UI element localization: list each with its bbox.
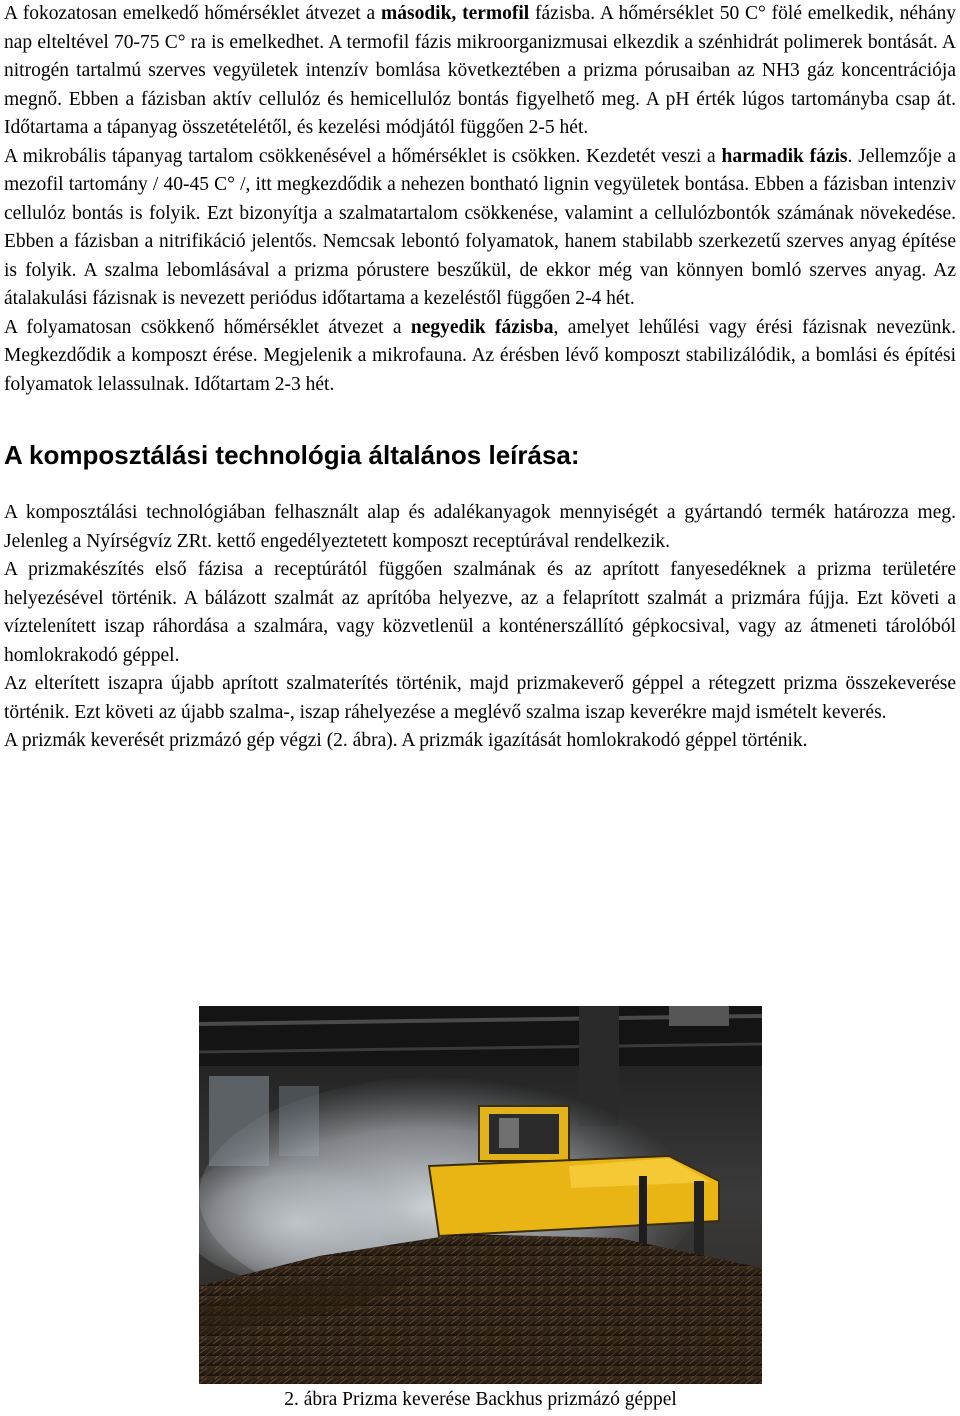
- compost-turner-photo: [199, 1006, 762, 1384]
- figure-caption: 2. ábra Prizma keverése Backhus prizmázó géppel: [284, 1389, 677, 1410]
- paragraph-mixing: Az elterített iszapra újabb aprított szalmaterítés történik, majd prizmakeverő géppel a rétegzett prizma összekeverése történik. Ezt követi az újabb szalma-, iszap ráhelyezése a meglévő szalma iszap keverékre majd ismételt keverés.: [4, 673, 956, 723]
- paragraph-prism-making: A prizmakészítés első fázisa a receptúrától függően szalmának és az aprított fanyesedéknek a prizma területére helyezésével történik. A bálázott szalmát az aprítóba helyezve, az a felaprított szalmát a prizmára fújja. Ezt követi a víztelenített iszap ráhordása a szalmára, vagy közvetlenül a konténerszállító gépkocsival, vagy az átmeneti tárolóból homlokrakodó géppel.: [4, 559, 956, 666]
- paragraph-fourth-phase: [4, 314, 956, 400]
- paragraph-prism-machine: A prizmák keverését prizmázó gép végzi (2. ábra). A prizmák igazítását homlokrakodó géppel történik.: [4, 730, 808, 751]
- text-run: , amelyet lehűlési vagy érési fázisnak nevezünk. Megkezdődik a komposzt érése. Megjelenik a mikrofauna. Az érésben lévő komposzt stabilizálódik, a bomlási és építési folyamatok lelassulnak. Időtartam 2-3 hét.: [4, 316, 957, 395]
- document-page: [4, 0, 956, 756]
- paragraph-second-phase: [4, 0, 956, 143]
- section-heading: A komposztálási technológia általános leírása:: [4, 440, 580, 470]
- bold-term: negyedik fázisba: [410, 316, 554, 338]
- bold-term: harmadik fázis: [721, 145, 848, 167]
- text-run: A fokozatosan emelkedő hőmérséklet átvezet a: [4, 3, 381, 24]
- text-run: A folyamatosan csökkenő hőmérséklet átvezet a: [4, 316, 411, 338]
- text-run: fázisba. A hőmérséklet 50 C° fölé emelkedik, néhány nap elteltével 70-75 C° ra is emelkedhet. A termofil fázis mikroorganizmusai elkezdik a szénhidrát polimerek bontását. A nitrogén tartalmú szerves vegyületek intenzív bomlása következtében a prizma pórusaiban az NH3 gáz koncentrációja megnő. Ebben a fázisban aktív cellulóz és hemicellulóz bontás figyelhető meg. A pH érték lúgos tartományba csap át. Időtartama a tápanyag összetételétől, és kezelési módjától függően 2-5 hét.: [4, 3, 956, 138]
- paragraph-third-phase: [4, 143, 956, 314]
- text-run: . Jellemzője a mezofil tartomány / 40-45 C° /, itt megkezdődik a nehezen bontható lignin vegyületek bontása. Ebben a fázisban intenziv cellulóz bontás is folyik. Ezt bizonyítja a szalmatartalom csökkenése, valamint a cellulózbontók számának növekedése. Ebben a fázisban a nitrifikáció jelentős. Nemcsak lebontó folyamatok, hanem stabilabb szerkezetű szerves anyag építése is folyik. A szalma lebomlásával a prizma pórustere beszűkül, de ekkor még van könnyen bomló szerves anyag. Az átalakulási fázisnak is nevezett periódus időtartama a kezeléstől függően 2-4 hét.: [4, 145, 956, 309]
- text-run: A mikrobális tápanyag tartalom csökkenésével a hőmérséklet is csökken. Kezdetét veszi a: [4, 145, 722, 167]
- bold-term: második, termofil: [380, 3, 530, 24]
- paragraph-technology-intro: A komposztálási technológiában felhasznált alap és adalékanyagok mennyiségét a gyártandó termék határozza meg. Jelenleg a Nyírségvíz ZRt. kettő engedélyeztetett komposzt receptúrával rendelkezik.: [4, 502, 956, 552]
